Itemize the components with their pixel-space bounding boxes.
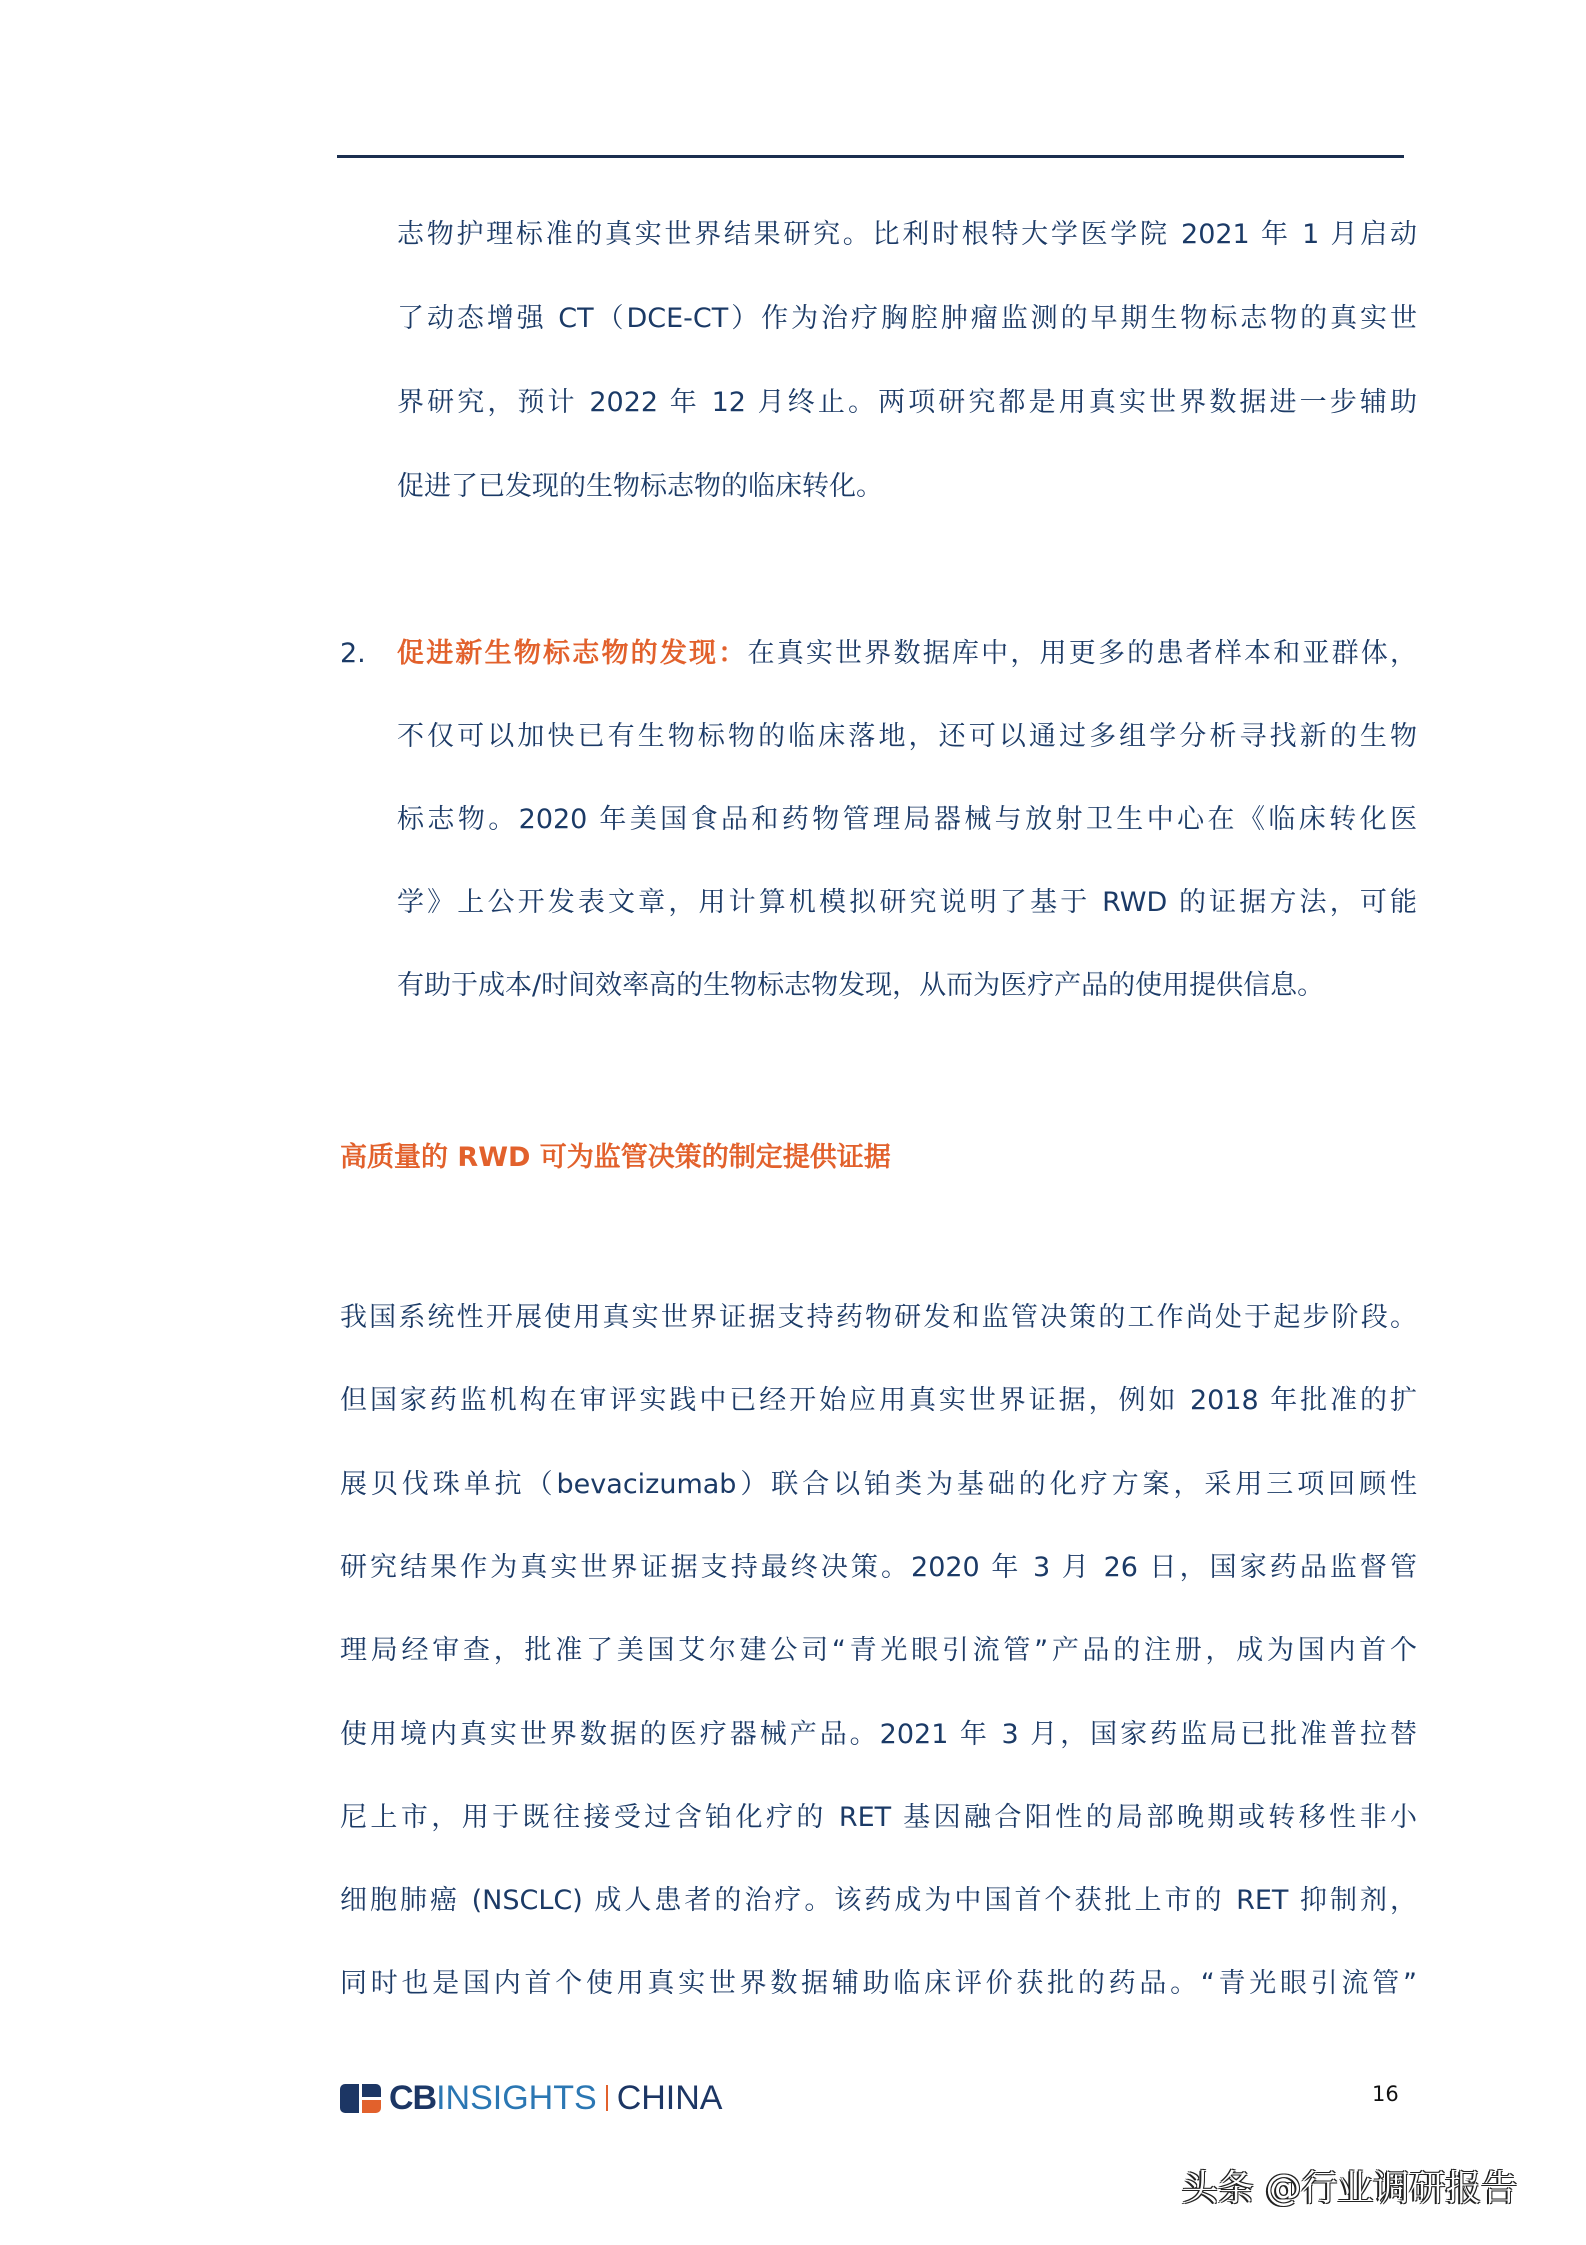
- text-line: 界研究，预计 2022 年 12 月终止。两项研究都是用真实世界数据进一步辅助: [397, 387, 1417, 418]
- text-line: 志物护理标准的真实世界结果研究。比利时根特大学医学院 2021 年 1 月启动: [397, 219, 1417, 250]
- logo-divider: [606, 2085, 608, 2111]
- text-line: 使用境内真实世界数据的医疗器械产品。2021 年 3 月，国家药监局已批准普拉替: [340, 1719, 1417, 1750]
- text-line: 学》上公开发表文章，用计算机模拟研究说明了基于 RWD 的证据方法，可能: [397, 887, 1417, 918]
- text-line: 理局经审查，批准了美国艾尔建公司“青光眼引流管”产品的注册，成为国内首个: [340, 1635, 1417, 1666]
- list-number: 2.: [340, 638, 366, 669]
- text-line: 但国家药监机构在审评实践中已经开始应用真实世界证据，例如 2018 年批准的扩: [340, 1385, 1417, 1416]
- text-line: 展贝伐珠单抗（bevacizumab）联合以铂类为基础的化疗方案，采用三项回顾性: [340, 1469, 1417, 1500]
- text-line: 我国系统性开展使用真实世界证据支持药物研发和监管决策的工作尚处于起步阶段。: [340, 1302, 1417, 1333]
- text-span: 在真实世界数据库中，用更多的患者样本和亚群体，: [747, 638, 1418, 669]
- section-heading: 高质量的 RWD 可为监管决策的制定提供证据: [340, 1142, 891, 1173]
- text-line: 研究结果作为真实世界证据支持最终决策。2020 年 3 月 26 日，国家药品监督管: [340, 1552, 1417, 1583]
- text-line: 细胞肺癌 (NSCLC) 成人患者的治疗。该药成为中国首个获批上市的 RET 抑制剂，: [340, 1885, 1417, 1916]
- text-line: [397, 634, 1417, 674]
- watermark: 头条 @行业调研报告: [1182, 2168, 1518, 2209]
- cbinsights-logo-icon: [340, 2084, 381, 2113]
- logo-insights-text: INSIGHTS: [436, 2078, 597, 2117]
- highlight-term: 促进新生物标志物的发现：: [397, 638, 748, 669]
- cbinsights-china-logo: [340, 2078, 723, 2117]
- logo-china-text: CHINA: [616, 2078, 723, 2117]
- header-rule: [337, 155, 1404, 158]
- text-line: 了动态增强 CT（DCE-CT）作为治疗胸腔肿瘤监测的早期生物标志物的真实世: [397, 303, 1417, 334]
- logo-cb-text: CB: [389, 2078, 437, 2117]
- page-number: 16: [1372, 2082, 1399, 2106]
- text-line: 促进了已发现的生物标志物的临床转化。: [397, 471, 883, 502]
- text-line: 标志物。2020 年美国食品和药物管理局器械与放射卫生中心在《临床转化医: [397, 804, 1417, 835]
- text-line: 有助于成本/时间效率高的生物标志物发现，从而为医疗产品的使用提供信息。: [397, 970, 1325, 1001]
- text-line: 同时也是国内首个使用真实世界数据辅助临床评价获批的药品。“青光眼引流管”: [340, 1968, 1417, 1999]
- text-line: 不仅可以加快已有生物标物的临床落地，还可以通过多组学分析寻找新的生物: [397, 721, 1417, 752]
- text-line: 尼上市，用于既往接受过含铂化疗的 RET 基因融合阳性的局部晚期或转移性非小: [340, 1802, 1417, 1833]
